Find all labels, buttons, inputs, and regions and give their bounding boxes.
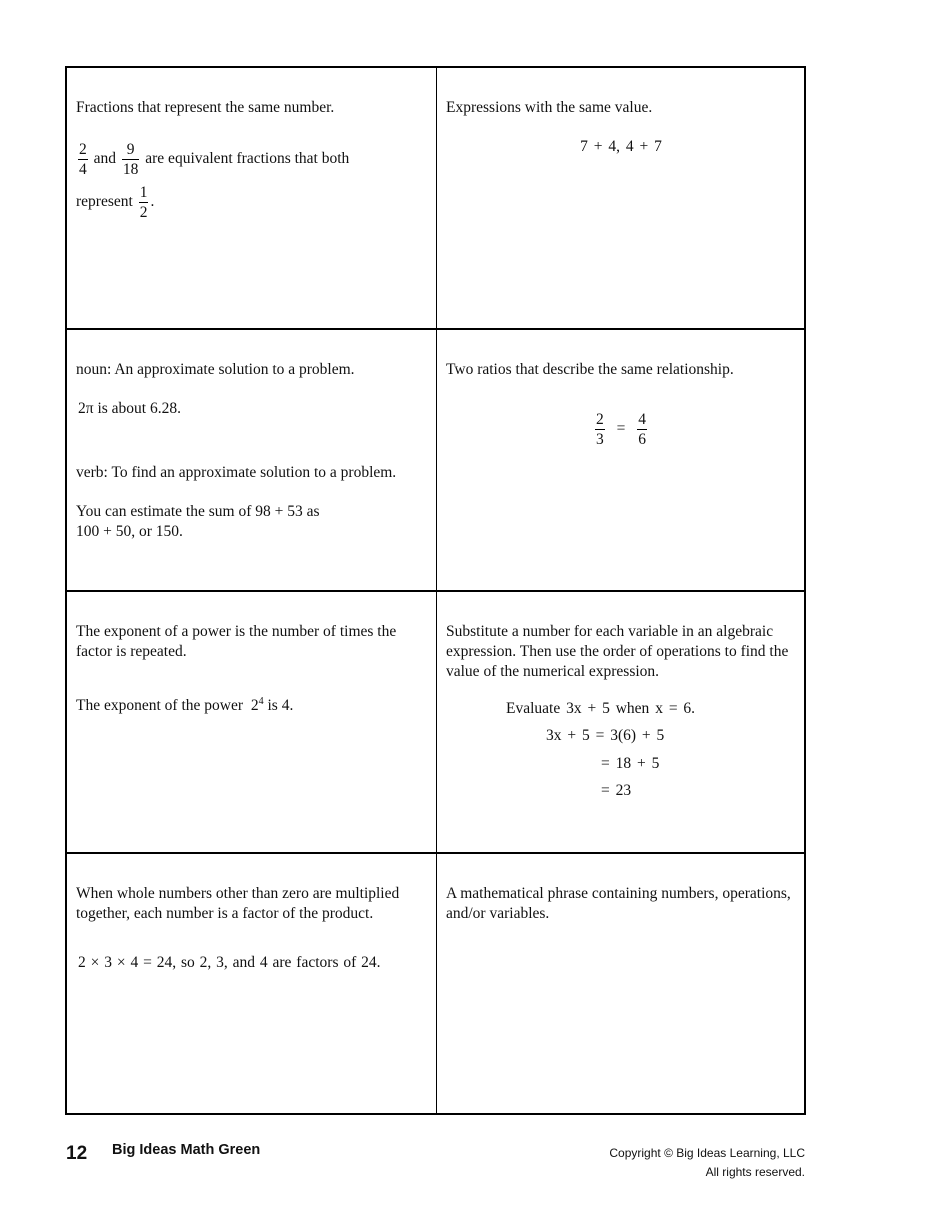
power-exponent: 4 [258, 696, 264, 707]
denominator: 18 [122, 161, 139, 178]
example: 2 × 3 × 4 = 24, so 2, 3, and 4 are factors of 24. [78, 954, 381, 971]
denominator: 3 [596, 431, 604, 448]
example-represent: represent [76, 193, 133, 211]
noun-definition: noun: An approximate solution to a problem. [76, 361, 355, 378]
noun-example-math: 2π [78, 400, 94, 417]
example-and: and [93, 150, 117, 168]
card-evaluate [437, 592, 806, 853]
numerator: 4 [638, 411, 646, 428]
verb-example-line2: 100 + 50, or 150. [76, 523, 183, 540]
equals-sign: = [616, 420, 626, 438]
definition: A mathematical phrase containing numbers, operations, and/or variables. [446, 885, 791, 922]
card-factor [67, 854, 436, 1115]
definition: Two ratios that describe the same relationship. [446, 361, 734, 378]
evaluate-expression: 3x + 5 [566, 700, 610, 717]
example-text: are equivalent fractions that both [145, 150, 350, 168]
book-title: Big Ideas Math Green [112, 1142, 261, 1158]
evaluate-step2: = 18 + 5 [601, 755, 660, 772]
example [446, 410, 796, 449]
flashcard-grid [65, 66, 806, 1115]
power-base: 2 [250, 697, 259, 715]
copyright-line1: Copyright © Big Ideas Learning, LLC [609, 1146, 805, 1160]
fraction [595, 410, 605, 449]
evaluate-step1: 3x + 5 = 3(6) + 5 [546, 727, 665, 744]
card-estimate [67, 330, 436, 591]
power [251, 697, 264, 714]
example-text: The exponent of the power [76, 697, 243, 715]
noun-example [76, 399, 426, 419]
fraction [139, 183, 149, 222]
evaluate-condition: x = 6. [655, 700, 696, 717]
numerator: 9 [122, 140, 140, 160]
definition: Expressions with the same value. [446, 99, 653, 116]
example-continued [76, 183, 426, 222]
card-exponent [67, 592, 436, 853]
example-period: . [150, 193, 155, 211]
card-equivalent-expressions [437, 68, 806, 329]
verb-definition: verb: To find an approximate solution to a problem. [76, 464, 397, 481]
fraction [122, 140, 140, 179]
page-number: 12 [66, 1143, 88, 1164]
numerator: 2 [596, 411, 604, 428]
evaluate-label: Evaluate [506, 700, 561, 717]
denominator: 6 [638, 431, 646, 448]
copyright [609, 1144, 805, 1182]
example [76, 692, 426, 716]
example-end: is 4. [267, 697, 294, 715]
evaluate-when: when [615, 700, 650, 717]
definition: The exponent of a power is the number of times the factor is repeated. [76, 623, 397, 660]
denominator: 4 [79, 161, 87, 178]
example: 7 + 4, 4 + 7 [580, 138, 662, 155]
definition: Substitute a number for each variable in an algebraic expression. Then use the order of operations to find the value of the numerical expression. [446, 623, 789, 680]
numerator: 2 [79, 141, 87, 158]
card-equivalent-ratios [437, 330, 806, 591]
evaluate-prompt [446, 699, 796, 719]
example [76, 140, 426, 179]
copyright-line2: All rights reserved. [705, 1165, 805, 1179]
verb-example-line1: You can estimate the sum of 98 + 53 as [76, 503, 320, 520]
fraction [637, 410, 647, 449]
card-algebraic-expression [437, 854, 806, 1115]
fraction [78, 140, 88, 179]
denominator: 2 [139, 204, 148, 221]
numerator: 1 [139, 184, 148, 201]
definition: Fractions that represent the same number. [76, 99, 335, 116]
noun-example-text: is about 6.28. [97, 400, 181, 417]
evaluate-step3: = 23 [601, 782, 632, 799]
card-equivalent-fractions [67, 68, 436, 329]
definition: When whole numbers other than zero are multiplied together, each number is a factor of the product. [76, 885, 400, 922]
